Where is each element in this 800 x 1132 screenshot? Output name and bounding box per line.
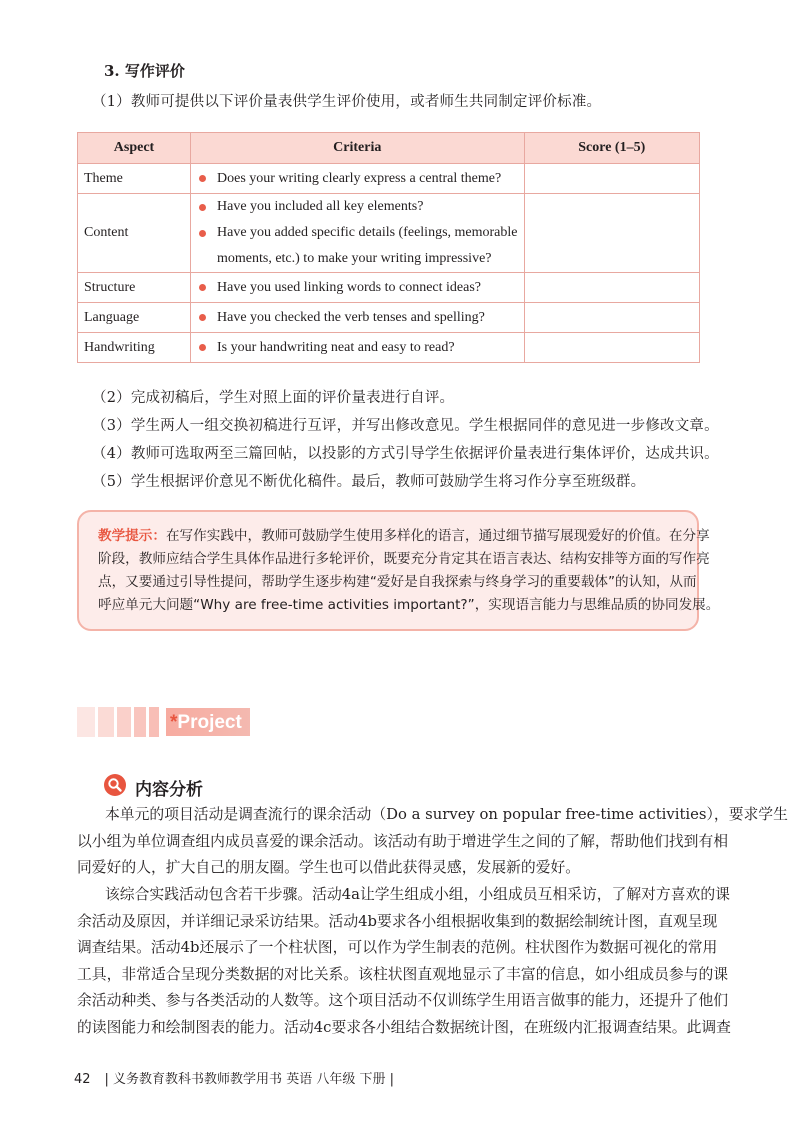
tip-text: 阶段，教师应结合学生具体作品进行多轮评价，既要充分肯定其在语言表达、结构安排等方面的写作亮 (98, 551, 710, 567)
bullet-icon (199, 314, 206, 321)
table-header-row (78, 133, 700, 164)
criteria-item: Have you added specific details (feelings, memorable moments, etc.) to make your writing impressive? (217, 225, 518, 266)
tip-label: 教学提示： (98, 528, 166, 544)
page-number: 42 (74, 1072, 91, 1087)
score-cell (524, 194, 700, 273)
criteria-item: Is your handwriting neat and easy to read? (217, 339, 455, 355)
analysis-title: 内容分析 (135, 780, 203, 800)
criteria-item: Does your writing clearly express a central theme? (217, 170, 502, 186)
aspect-cell: Language (78, 303, 191, 333)
header-aspect: Aspect (78, 133, 191, 164)
header-criteria: Criteria (191, 133, 525, 164)
magnifier-icon (104, 774, 126, 796)
criteria-cell (191, 194, 525, 273)
aspect-cell: Content (78, 194, 191, 273)
bullet-icon (199, 230, 206, 237)
table-row (78, 303, 700, 333)
criteria-item: Have you checked the verb tenses and spelling? (217, 309, 485, 325)
criteria-cell (191, 333, 525, 363)
evaluation-intro: （1）教师可提供以下评价量表供学生评价使用，或者师生共同制定评价标准。 (92, 94, 602, 110)
tip-text: 呼应单元大问题“Why are free-time activities important?”，实现语言能力与思维品质的协同发展。 (98, 597, 720, 613)
score-cell (524, 333, 700, 363)
bullet-icon (199, 175, 206, 182)
table-row (78, 273, 700, 303)
criteria-item: Have you used linking words to connect ideas? (217, 279, 481, 295)
score-cell (524, 273, 700, 303)
teaching-tip-box (77, 510, 720, 631)
aspect-cell: Theme (78, 164, 191, 194)
table-row (78, 333, 700, 363)
step-3: （3）学生两人一组交换初稿进行互评，并写出修改意见。学生根据同伴的意见进一步修改文章。 (92, 418, 719, 434)
step-2: （2）完成初稿后，学生对照上面的评价量表进行自评。 (92, 390, 455, 406)
page-footer (74, 1068, 394, 1087)
criteria-item: Have you included all key elements? (217, 199, 424, 214)
table-row (78, 164, 700, 194)
analysis-paragraph-2: 该综合实践活动包含若干步骤。活动4a让学生组成小组，小组成员互相采访，了解对方喜欢的课 余活动及原因，并详细记录采访结果。活动4b要求各小组根据收集到的数据绘制统计图，直观呈现 调查结果。活动4b还展示了一个柱状图，可以作为学生制表的范例。柱状图作为数据可视化的常用 工具，非常适合呈现分类数据的对比关系。该柱状图直观地显示了丰富的信息，如小组成员参与的课 余活动种类、参与各类活动的人数等。这个项目活动不仅训练学生用语言做事的能力，还提升了他们 的读图能力和绘制图表的能力。活动4c要求各小组结合数据统计图，在班级内汇报调查结果。此调查 (77, 886, 731, 1036)
aspect-cell: Handwriting (78, 333, 191, 363)
analysis-paragraph-1: 本单元的项目活动是调查流行的课余活动（Do a survey on popular free-time activities），要求学生 以小组为单位调查组内成员喜爱的课余活动。该活动有助于增进学生之间的了解，帮助他们找到有相 同爱好的人，扩大自己的朋友圈。学生也可以借此获得灵感，发展新的爱好。 (77, 806, 788, 876)
score-cell (524, 303, 700, 333)
project-heading: *Project (170, 712, 242, 733)
project-banner-stripes (77, 707, 167, 737)
bullet-icon (199, 344, 206, 351)
evaluation-rubric-table (77, 132, 700, 363)
header-score: Score (1–5) (524, 133, 700, 164)
step-4: （4）教师可选取两至三篇回帖，以投影的方式引导学生依据评价量表进行集体评价，达成共识。 (92, 446, 719, 462)
tip-text: 点，又要通过引导性提问，帮助学生逐步构建“爱好是自我探索与终身学习的重要载体”的认知，从而 (98, 574, 697, 590)
criteria-cell (191, 303, 525, 333)
bullet-icon (199, 284, 206, 291)
tip-text: 在写作实践中，教师可鼓励学生使用多样化的语言，通过细节描写展现爱好的价值。在分享 (165, 528, 710, 544)
book-title: | 义务教育教科书教师教学用书 英语 八年级 下册 | (104, 1072, 394, 1087)
criteria-cell (191, 273, 525, 303)
step-5: （5）学生根据评价意见不断优化稿件。最后，教师可鼓励学生将习作分享至班级群。 (92, 474, 646, 490)
section-title: 3. 写作评价 (104, 62, 185, 80)
bullet-icon (199, 204, 206, 211)
criteria-cell (191, 164, 525, 194)
aspect-cell: Structure (78, 273, 191, 303)
score-cell (524, 164, 700, 194)
table-row (78, 194, 700, 273)
